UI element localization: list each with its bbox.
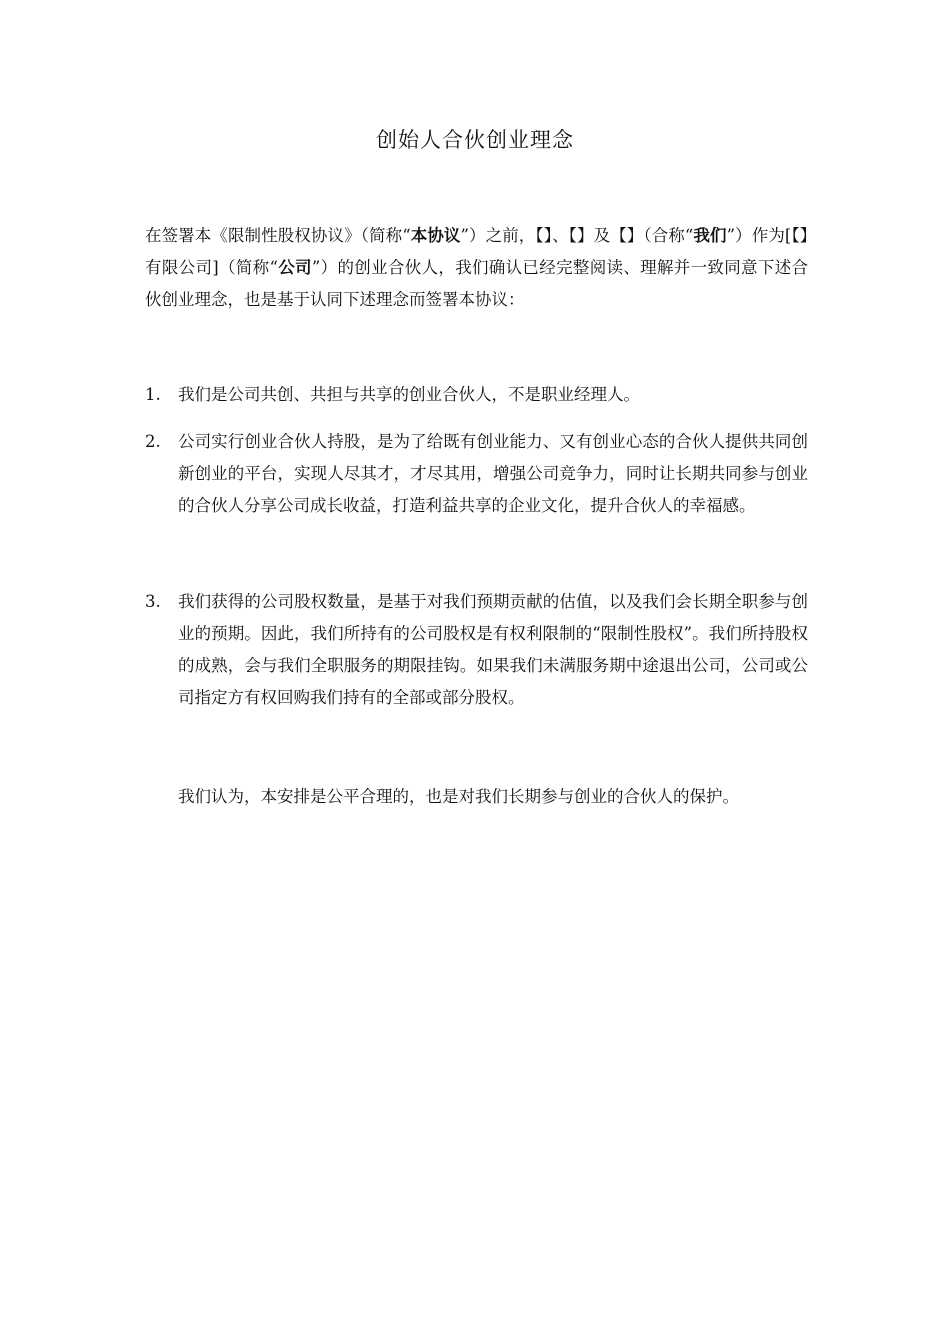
defined-term-company: 公司 xyxy=(277,258,312,277)
intro-text-1: 在签署本《限制性股权协议》（简称“ xyxy=(145,226,411,245)
list-item xyxy=(145,426,808,522)
closing-paragraph: 我们认为，本安排是公平合理的，也是对我们长期参与创业的合伙人的保护。 xyxy=(178,787,739,806)
list-item-text: 我们是公司共创、共担与共享的创业合伙人，不是职业经理人。 xyxy=(178,385,640,404)
list-item-number: 2. xyxy=(145,432,161,451)
list-item-text: 我们获得的公司股权数量，是基于对我们预期贡献的估值，以及我们会长期全职参与创业的预期。因此，我们所持有的公司股权是有权利限制的“限制性股权”。我们所持股权的成熟，会与我们全职服务的期限挂钩。如果我们未满服务期中途退出公司，公司或公司指定方有权回购我们持有的全部或部分股权。 xyxy=(178,592,808,707)
defined-term-agreement: 本协议 xyxy=(410,226,461,245)
defined-term-we: 我们 xyxy=(693,226,727,245)
intro-text-2: ”）之前，【】、【】及【】（合称“ xyxy=(460,226,694,245)
list-item-number: 1. xyxy=(145,385,161,404)
list-item xyxy=(145,586,808,714)
list-item-text: 公司实行创业合伙人持股，是为了给既有创业能力、又有创业心态的合伙人提供共同创新创业的平台，实现人尽其才，才尽其用，增强公司竞争力，同时让长期共同参与创业的合伙人分享公司成长收益，打造利益共享的企业文化，提升合伙人的幸福感。 xyxy=(178,432,808,515)
intro-text-3: ”）作为[【】有限公司]（简称“ xyxy=(145,226,809,277)
intro-text-4: ”）的创业合伙人，我们确认已经完整阅读、理解并一致同意下述合伙创业理念，也是基于认同下述理念而签署本协议： xyxy=(145,258,809,309)
document-title: 创始人合伙创业理念 xyxy=(376,128,574,152)
list-item-number: 3. xyxy=(145,592,161,611)
list-item xyxy=(145,379,808,411)
intro-paragraph xyxy=(145,220,808,316)
